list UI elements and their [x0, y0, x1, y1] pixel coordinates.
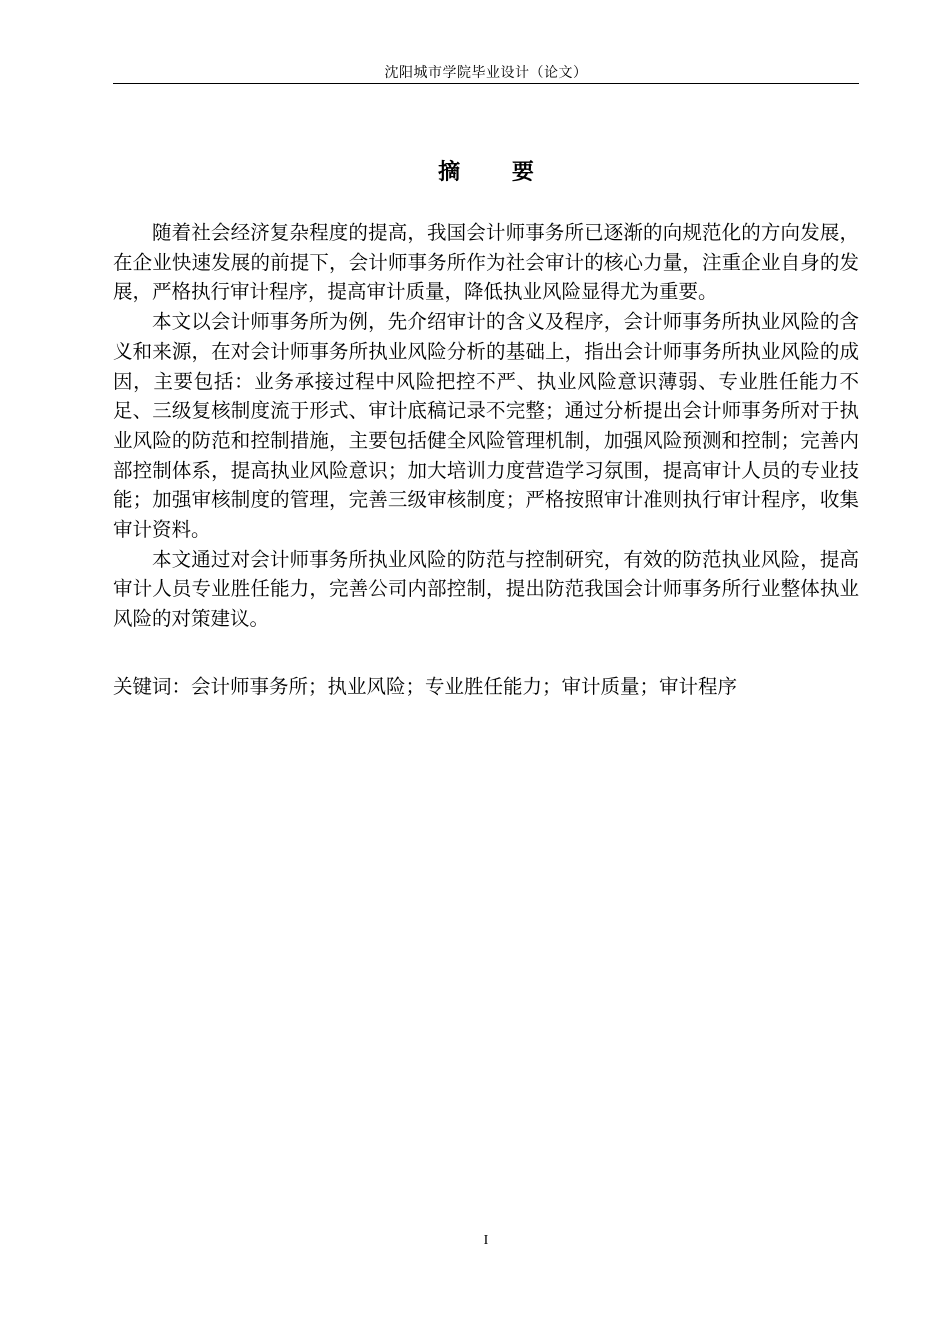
keywords-line: 关键词：会计师事务所；执业风险；专业胜任能力；审计质量；审计程序	[113, 675, 738, 698]
abstract-paragraph-1: 随着社会经济复杂程度的提高，我国会计师事务所已逐渐的向规范化的方向发展，在企业快速发展的前提下，会计师事务所作为社会审计的核心力量，注重企业自身的发展，严格执行审计程序，提高审计质量，降低执业风险显得尤为重要。	[113, 221, 859, 304]
running-header: 沈阳城市学院毕业设计（论文）	[384, 65, 588, 81]
abstract-body	[113, 218, 859, 634]
page-number: I	[483, 1233, 489, 1248]
header-rule	[113, 83, 859, 84]
abstract-paragraph-3: 本文通过对会计师事务所执业风险的防范与控制研究，有效的防范执业风险，提高审计人员专业胜任能力，完善公司内部控制，提出防范我国会计师事务所行业整体执业风险的对策建议。	[113, 547, 859, 631]
abstract-paragraph-2: 本文以会计师事务所为例，先介绍审计的含义及程序，会计师事务所执业风险的含义和来源，在对会计师事务所执业风险分析的基础上，指出会计师事务所执业风险的成因，主要包括：业务承接过程中风险把控不严、执业风险意识薄弱、专业胜任能力不足、三级复核制度流于形式、审计底稿记录不完整；通过分析提出会计师事务所对于执业风险的防范和控制措施，主要包括健全风险管理机制，加强风险预测和控制；完善内部控制体系，提高执业风险意识；加大培训力度营造学习氛围，提高审计人员的专业技能；加强审核制度的管理，完善三级审核制度；严格按照审计准则执行审计程序，收集审计资料。	[113, 310, 859, 542]
abstract-title: 摘 要	[438, 160, 556, 185]
